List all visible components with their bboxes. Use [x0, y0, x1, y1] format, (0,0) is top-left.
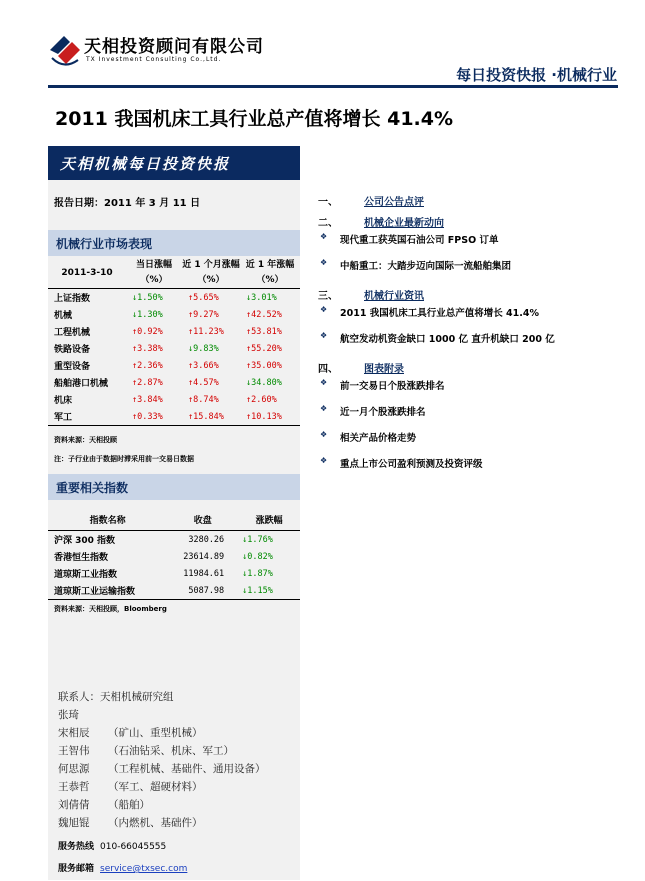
contact-list — [58, 688, 266, 832]
daily-change: ↑3.84% — [132, 394, 163, 405]
contact-people — [58, 706, 266, 832]
sidebar-panel — [48, 180, 300, 880]
month-change: ↓9.83% — [188, 343, 219, 354]
month-change: ↑15.84% — [188, 411, 224, 422]
month-change: ↑5.65% — [188, 292, 219, 303]
contact-name: 王智伟 — [58, 745, 90, 757]
contact-area: （船舶） — [108, 799, 150, 811]
column-header: 近 1 个月涨幅（%） — [182, 260, 240, 285]
bullet-icon: ❖ — [320, 430, 328, 439]
table-row — [48, 531, 300, 549]
email-link[interactable]: service@txsec.com — [100, 864, 188, 874]
market-table-body — [48, 289, 300, 426]
toc-item-text: 相关产品价格走势 — [340, 433, 417, 444]
hotline-number: 010-66045555 — [100, 842, 167, 852]
row-name: 机械 — [54, 311, 73, 321]
bullet-icon: ❖ — [320, 258, 328, 267]
contact-name: 何思源 — [58, 763, 90, 775]
table-row — [48, 408, 300, 426]
toc-section-number: 四、 — [318, 364, 338, 375]
table-row — [48, 582, 300, 600]
contact-person — [58, 706, 266, 724]
toc-item-text: 中船重工：大踏步迈向国际一流船舶集团 — [340, 261, 512, 272]
column-header: 近 1 年涨幅（%） — [245, 260, 295, 285]
bullet-icon: ❖ — [320, 331, 328, 340]
toc-item[interactable] — [318, 378, 618, 404]
index-table — [48, 508, 300, 600]
toc-section-link[interactable]: 图表附录 — [364, 364, 404, 375]
daily-change: ↓1.50% — [132, 292, 163, 303]
contact-name: 宋相辰 — [58, 727, 90, 739]
daily-change: ↑0.33% — [132, 411, 163, 422]
index-change: ↓1.15% — [242, 585, 273, 596]
row-name: 铁路设备 — [54, 345, 91, 355]
index-table-body — [48, 531, 300, 600]
market-section-header — [48, 230, 300, 256]
market-table — [48, 258, 300, 426]
contact-person — [58, 814, 266, 832]
hotline-label: 服务热线 — [58, 842, 95, 852]
contact-person — [58, 778, 266, 796]
contact-area: （石油钻采、机床、军工） — [108, 745, 234, 757]
index-change: ↓1.87% — [242, 568, 273, 579]
market-section-title: 机械行业市场表现 — [56, 237, 153, 251]
service-info — [58, 836, 187, 880]
index-change: ↓0.82% — [242, 551, 273, 562]
contact-person — [58, 724, 266, 742]
row-name: 工程机械 — [54, 328, 91, 338]
index-name: 香港恒生指数 — [54, 553, 109, 563]
toc-section-number: 二、 — [318, 218, 338, 229]
contact-person — [58, 742, 266, 760]
month-change: ↑4.57% — [188, 377, 219, 388]
toc-section — [318, 287, 618, 305]
index-close: 5087.98 — [188, 585, 225, 596]
table-row — [48, 565, 300, 582]
banner — [48, 146, 300, 180]
contact-name: 王恭哲 — [58, 781, 90, 793]
index-name: 道琼斯工业运输指数 — [54, 587, 136, 597]
bullet-icon: ❖ — [320, 305, 328, 314]
toc-item-text: 前一交易日个股涨跌排名 — [340, 381, 445, 392]
toc-item[interactable] — [318, 232, 618, 258]
contact-area: （军工、超硬材料） — [108, 781, 203, 793]
toc-section-number: 一、 — [318, 197, 338, 208]
toc-item[interactable] — [318, 430, 618, 456]
company-name-en: TX Investment Consulting Co.,Ltd. — [86, 56, 222, 63]
toc-item-text: 2011 我国机床工具行业总产值将增长 41.4% — [340, 308, 540, 319]
year-change: ↑53.81% — [246, 326, 282, 337]
header-divider — [48, 85, 618, 88]
company-name: 天相投资顾问有限公司 — [84, 37, 264, 57]
year-change: ↑55.20% — [246, 343, 282, 354]
daily-change: ↑2.36% — [132, 360, 163, 371]
index-source: 资料来源：天相投顾，Bloomberg — [54, 605, 167, 613]
toc-section-link[interactable]: 机械行业资讯 — [364, 291, 424, 302]
month-change: ↑8.74% — [188, 394, 219, 405]
toc-section-link[interactable]: 机械企业最新动向 — [364, 218, 444, 229]
column-header: 指数名称 — [89, 515, 126, 526]
year-change: ↓34.80% — [246, 377, 282, 388]
contact-name: 张琦 — [58, 709, 79, 721]
month-change: ↑11.23% — [188, 326, 224, 337]
contact-area: （矿山、重型机械） — [108, 727, 203, 739]
table-header-row — [48, 258, 300, 289]
month-change: ↑3.66% — [188, 360, 219, 371]
market-note: 注：子行业由于数据时滞采用前一交易日数据 — [54, 455, 194, 463]
report-date: 报告日期：2011 年 3 月 11 日 — [54, 198, 201, 209]
market-source: 资料来源：天相投顾 — [54, 436, 117, 444]
row-name: 船舶港口机械 — [54, 379, 109, 389]
toc-section-number: 三、 — [318, 291, 338, 302]
row-name: 重型设备 — [54, 362, 91, 372]
report-type: 每日投资快报 ·机械行业 — [456, 66, 617, 84]
toc-item[interactable] — [318, 331, 618, 357]
row-name: 军工 — [54, 413, 73, 423]
daily-change: ↑2.87% — [132, 377, 163, 388]
page-title: 2011 我国机床工具行业总产值将增长 41.4% — [55, 108, 454, 130]
toc-section — [318, 193, 618, 211]
banner-text: 天相机械每日投资快报 — [60, 155, 231, 173]
toc-item-text: 现代重工获英国石油公司 FPSO 订单 — [340, 235, 499, 246]
toc-item[interactable] — [318, 456, 618, 482]
contact-area: （工程机械、基础件、通用设备） — [108, 763, 266, 775]
index-close: 23614.89 — [183, 551, 225, 562]
index-section-title: 重要相关指数 — [56, 481, 129, 495]
toc-item-text: 近一月个股涨跌排名 — [340, 407, 426, 418]
index-change: ↓1.76% — [242, 534, 273, 545]
toc-section-link[interactable]: 公司公告点评 — [364, 197, 424, 208]
toc-item[interactable] — [318, 404, 618, 430]
company-logo — [48, 30, 264, 80]
bullet-icon: ❖ — [320, 456, 328, 465]
daily-change: ↓1.30% — [132, 309, 163, 320]
month-change: ↑9.27% — [188, 309, 219, 320]
index-name: 道琼斯工业指数 — [54, 570, 118, 580]
index-close: 3280.26 — [188, 534, 225, 545]
index-name: 沪深 300 指数 — [54, 536, 116, 546]
contact-person — [58, 760, 266, 778]
toc-item[interactable] — [318, 258, 618, 284]
table-row — [48, 391, 300, 408]
year-change: ↑42.52% — [246, 309, 282, 320]
year-change: ↓3.01% — [246, 292, 277, 303]
table-row — [48, 357, 300, 374]
table-row — [48, 289, 300, 307]
column-header: 2011-3-10 — [61, 267, 113, 278]
toc-item-text: 航空发动机资金缺口 1000 亿 直升机缺口 200 亿 — [340, 334, 555, 345]
table-of-contents — [318, 190, 618, 482]
toc-section — [318, 360, 618, 378]
contact-name: 刘倩倩 — [58, 799, 90, 811]
bullet-icon: ❖ — [320, 232, 328, 241]
email-label: 服务邮箱 — [58, 864, 95, 874]
contact-name: 魏旭锟 — [58, 817, 90, 829]
table-row — [48, 548, 300, 565]
bullet-icon: ❖ — [320, 404, 328, 413]
table-row — [48, 340, 300, 357]
table-header-row — [48, 508, 300, 531]
logo-swoosh-icon — [48, 30, 82, 70]
contact-person — [58, 796, 266, 814]
year-change: ↑10.13% — [246, 411, 282, 422]
index-close: 11984.61 — [183, 568, 225, 579]
column-header: 涨跌幅 — [255, 515, 283, 526]
contact-heading: 联系人：天相机械研究组 — [58, 691, 174, 703]
service-hotline — [58, 836, 187, 858]
year-change: ↑2.60% — [246, 394, 277, 405]
toc-item-text: 重点上市公司盈利预测及投资评级 — [340, 459, 483, 470]
bullet-icon: ❖ — [320, 378, 328, 387]
index-section-header — [48, 474, 300, 500]
service-email — [58, 858, 187, 880]
toc-section — [318, 214, 618, 232]
column-header: 当日涨幅（%） — [135, 260, 172, 285]
table-row — [48, 374, 300, 391]
daily-change: ↑0.92% — [132, 326, 163, 337]
table-row — [48, 323, 300, 340]
toc-item[interactable] — [318, 305, 618, 331]
column-header: 收盘 — [193, 515, 212, 526]
table-row — [48, 306, 300, 323]
row-name: 上证指数 — [54, 294, 91, 304]
row-name: 机床 — [54, 396, 73, 406]
daily-change: ↑3.38% — [132, 343, 163, 354]
year-change: ↑35.00% — [246, 360, 282, 371]
contact-area: （内燃机、基础件） — [108, 817, 203, 829]
